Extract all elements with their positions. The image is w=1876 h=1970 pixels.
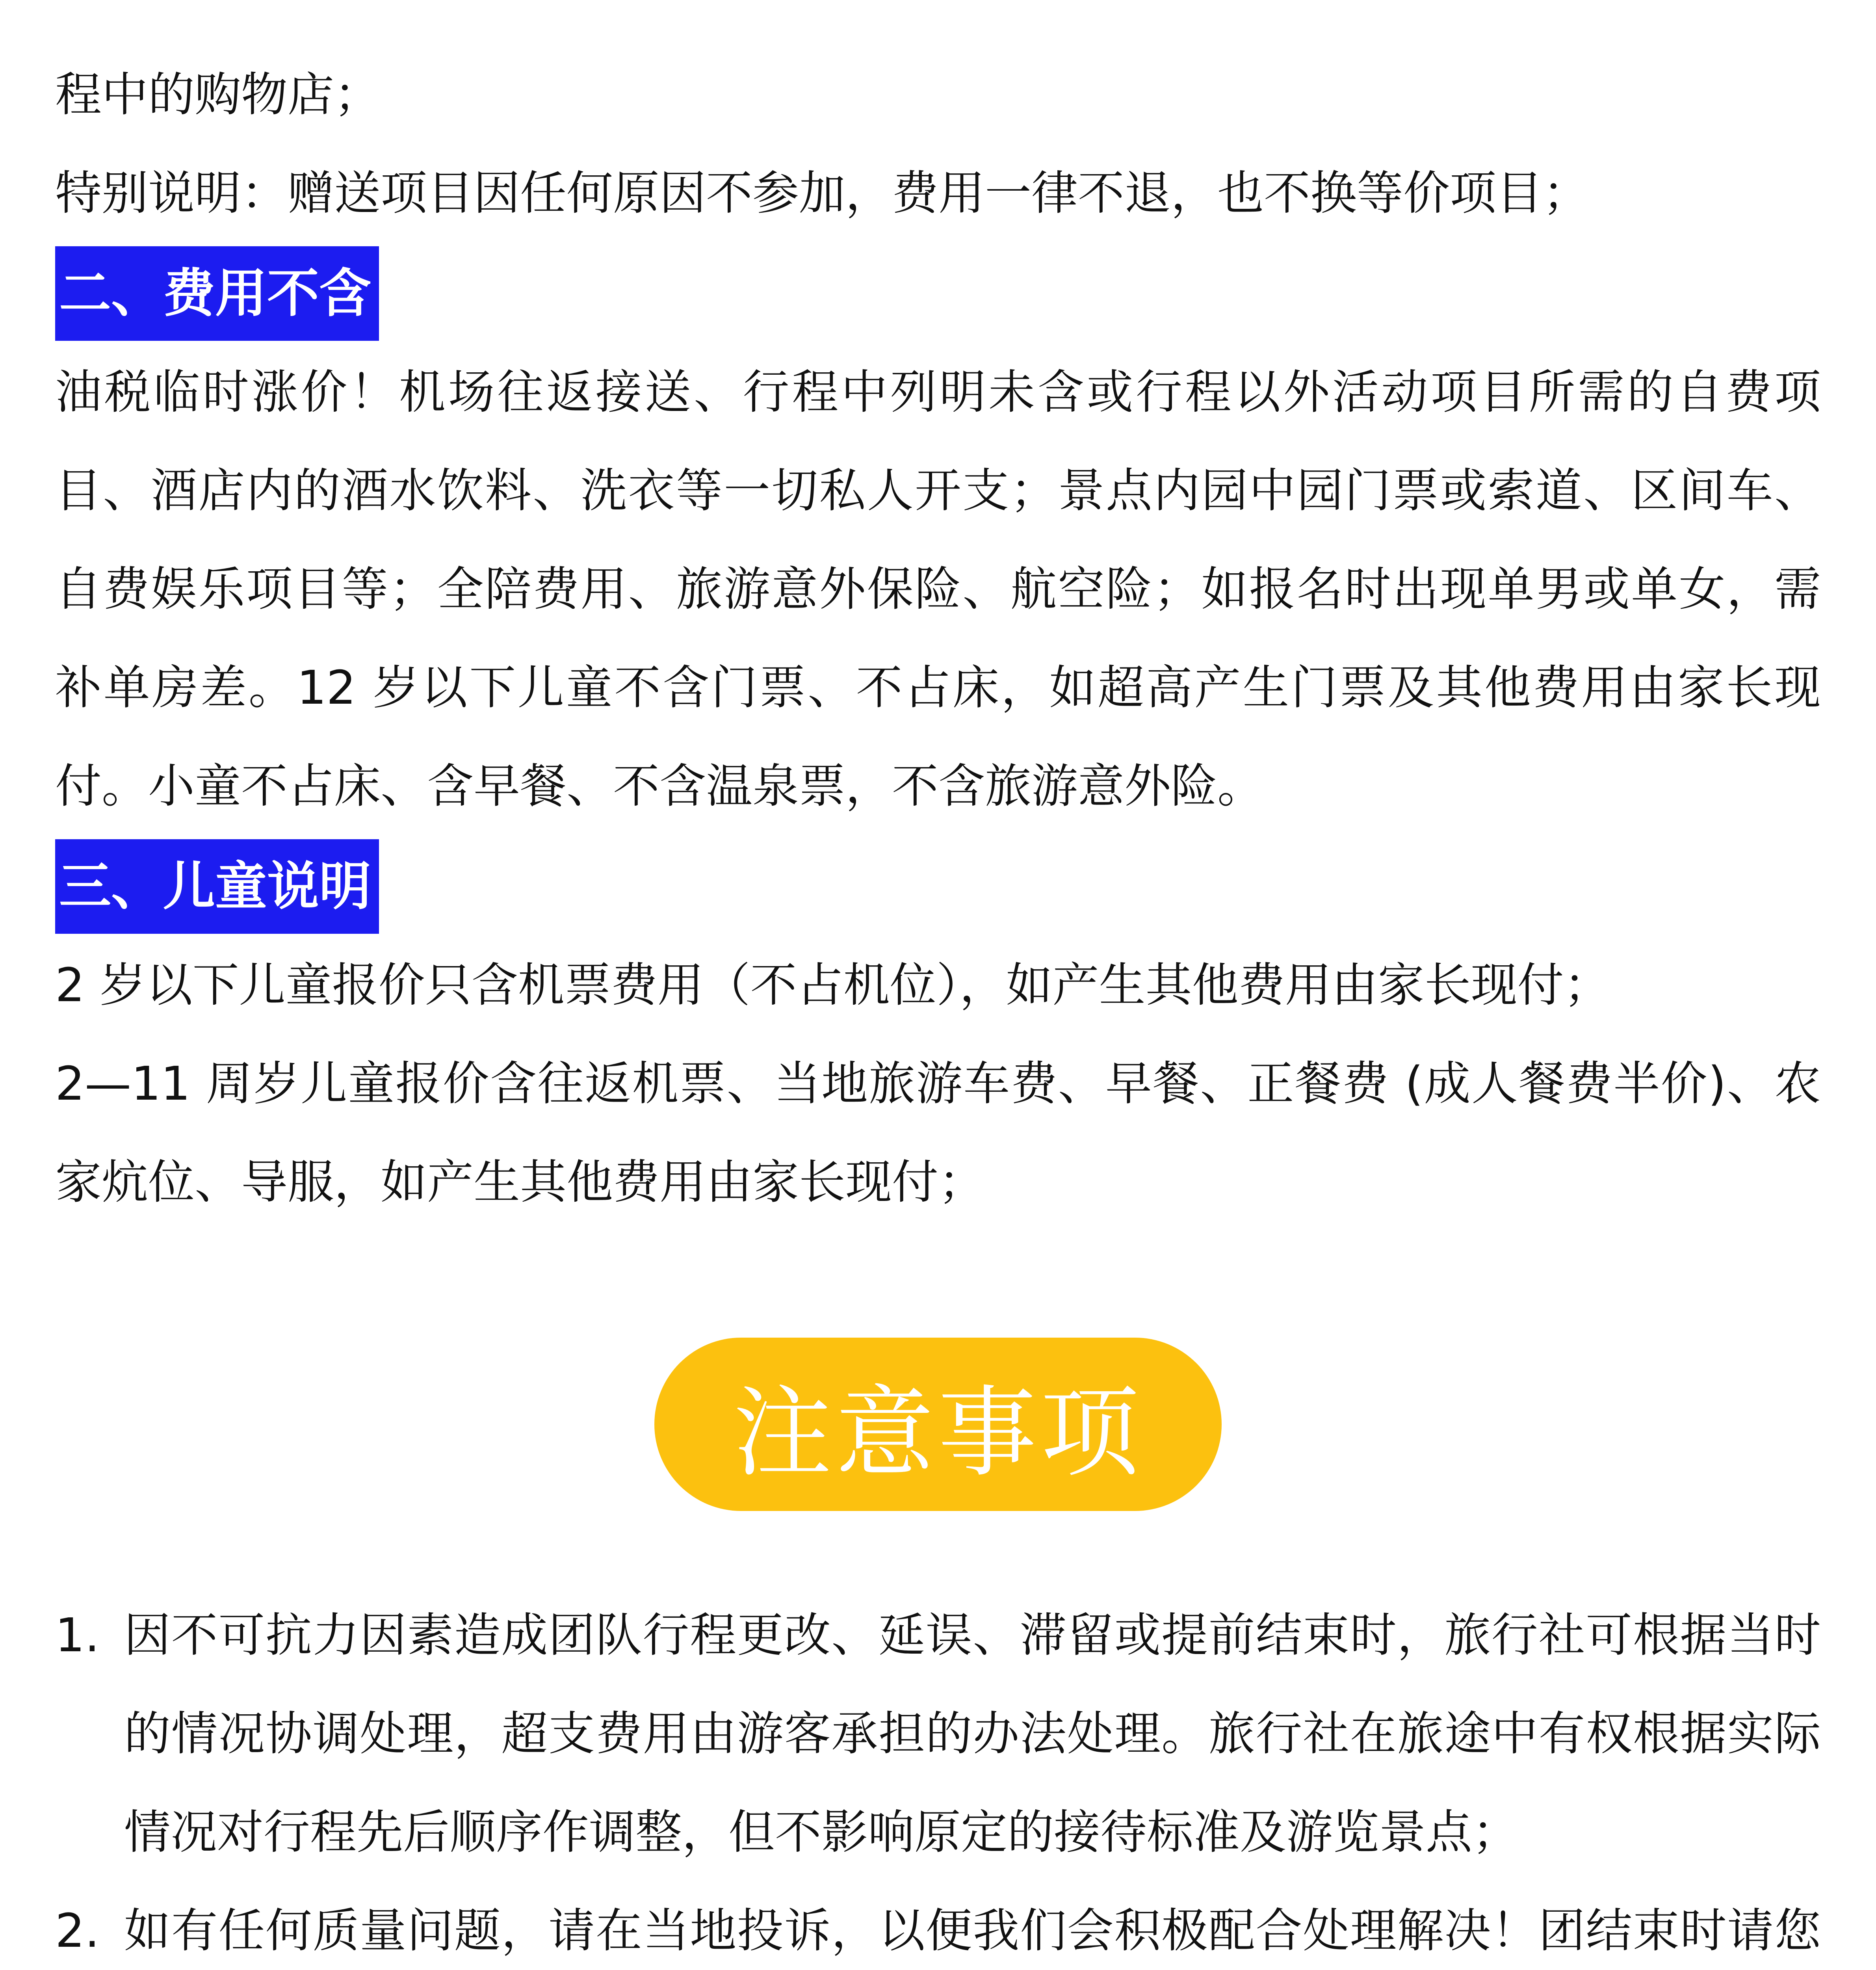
section-heading-wrap [55,242,1821,343]
paragraph-shopping: 程中的购物店； [55,67,381,122]
paragraph-children-2-11: 2—11 周岁儿童报价含往返机票、当地旅游车费、早餐、正餐费 (成人餐费半价)、农家炕位、导服，如产生其他费用由家长现付； [55,1056,1821,1209]
notice-item [55,1881,1821,1970]
notice-item-number: 2. [55,1903,100,1958]
notice-title-wrap [55,1338,1821,1511]
notice-title-pill: 注意事项 [654,1338,1222,1511]
paragraph-excluded-costs: 油税临时涨价！机场往返接送、行程中列明未含或行程以外活动项目所需的自费项目、酒店内的酒水饮料、洗衣等一切私人开支；景点内园中园门票或索道、区间车、自费娱乐项目等；全陪费用、旅游意外保险、航空险；如报名时出现单男或单女，需补单房差。12 岁以下儿童不含门票、不占床，如超高产生门票及其他费用由家长现付。小童不占床、含早餐、不含温泉票，不含旅游意外险。 [55,365,1821,813]
paragraph-children-under-2: 2 岁以下儿童报价只含机票费用（不占机位），如产生其他费用由家长现付； [55,958,1610,1012]
notice-list [55,1586,1821,1970]
section-heading-children: 三、儿童说明 [55,839,379,934]
notice-item-text: 如有任何质量问题，请在当地投诉，以便我们会积极配合处理解决！团结束时请您 [124,1903,1821,1958]
paragraph-special-note: 特别说明：赠送项目因任何原因不参加，费用一律不退，也不换等价项目； [55,166,1590,220]
section-heading-wrap [55,835,1821,936]
notice-item [55,1586,1821,1881]
section-heading-excluded: 二、费用不含 [55,246,379,341]
notice-item-number: 1. [55,1608,100,1662]
notice-item-text: 因不可抗力因素造成团队行程更改、延误、滞留或提前结束时，旅行社可根据当时的情况协调处理，超支费用由游客承担的办法处理。旅行社在旅途中有权根据实际情况对行程先后顺序作调整，但不影响原定的接待标准及游览景点； [124,1608,1821,1859]
